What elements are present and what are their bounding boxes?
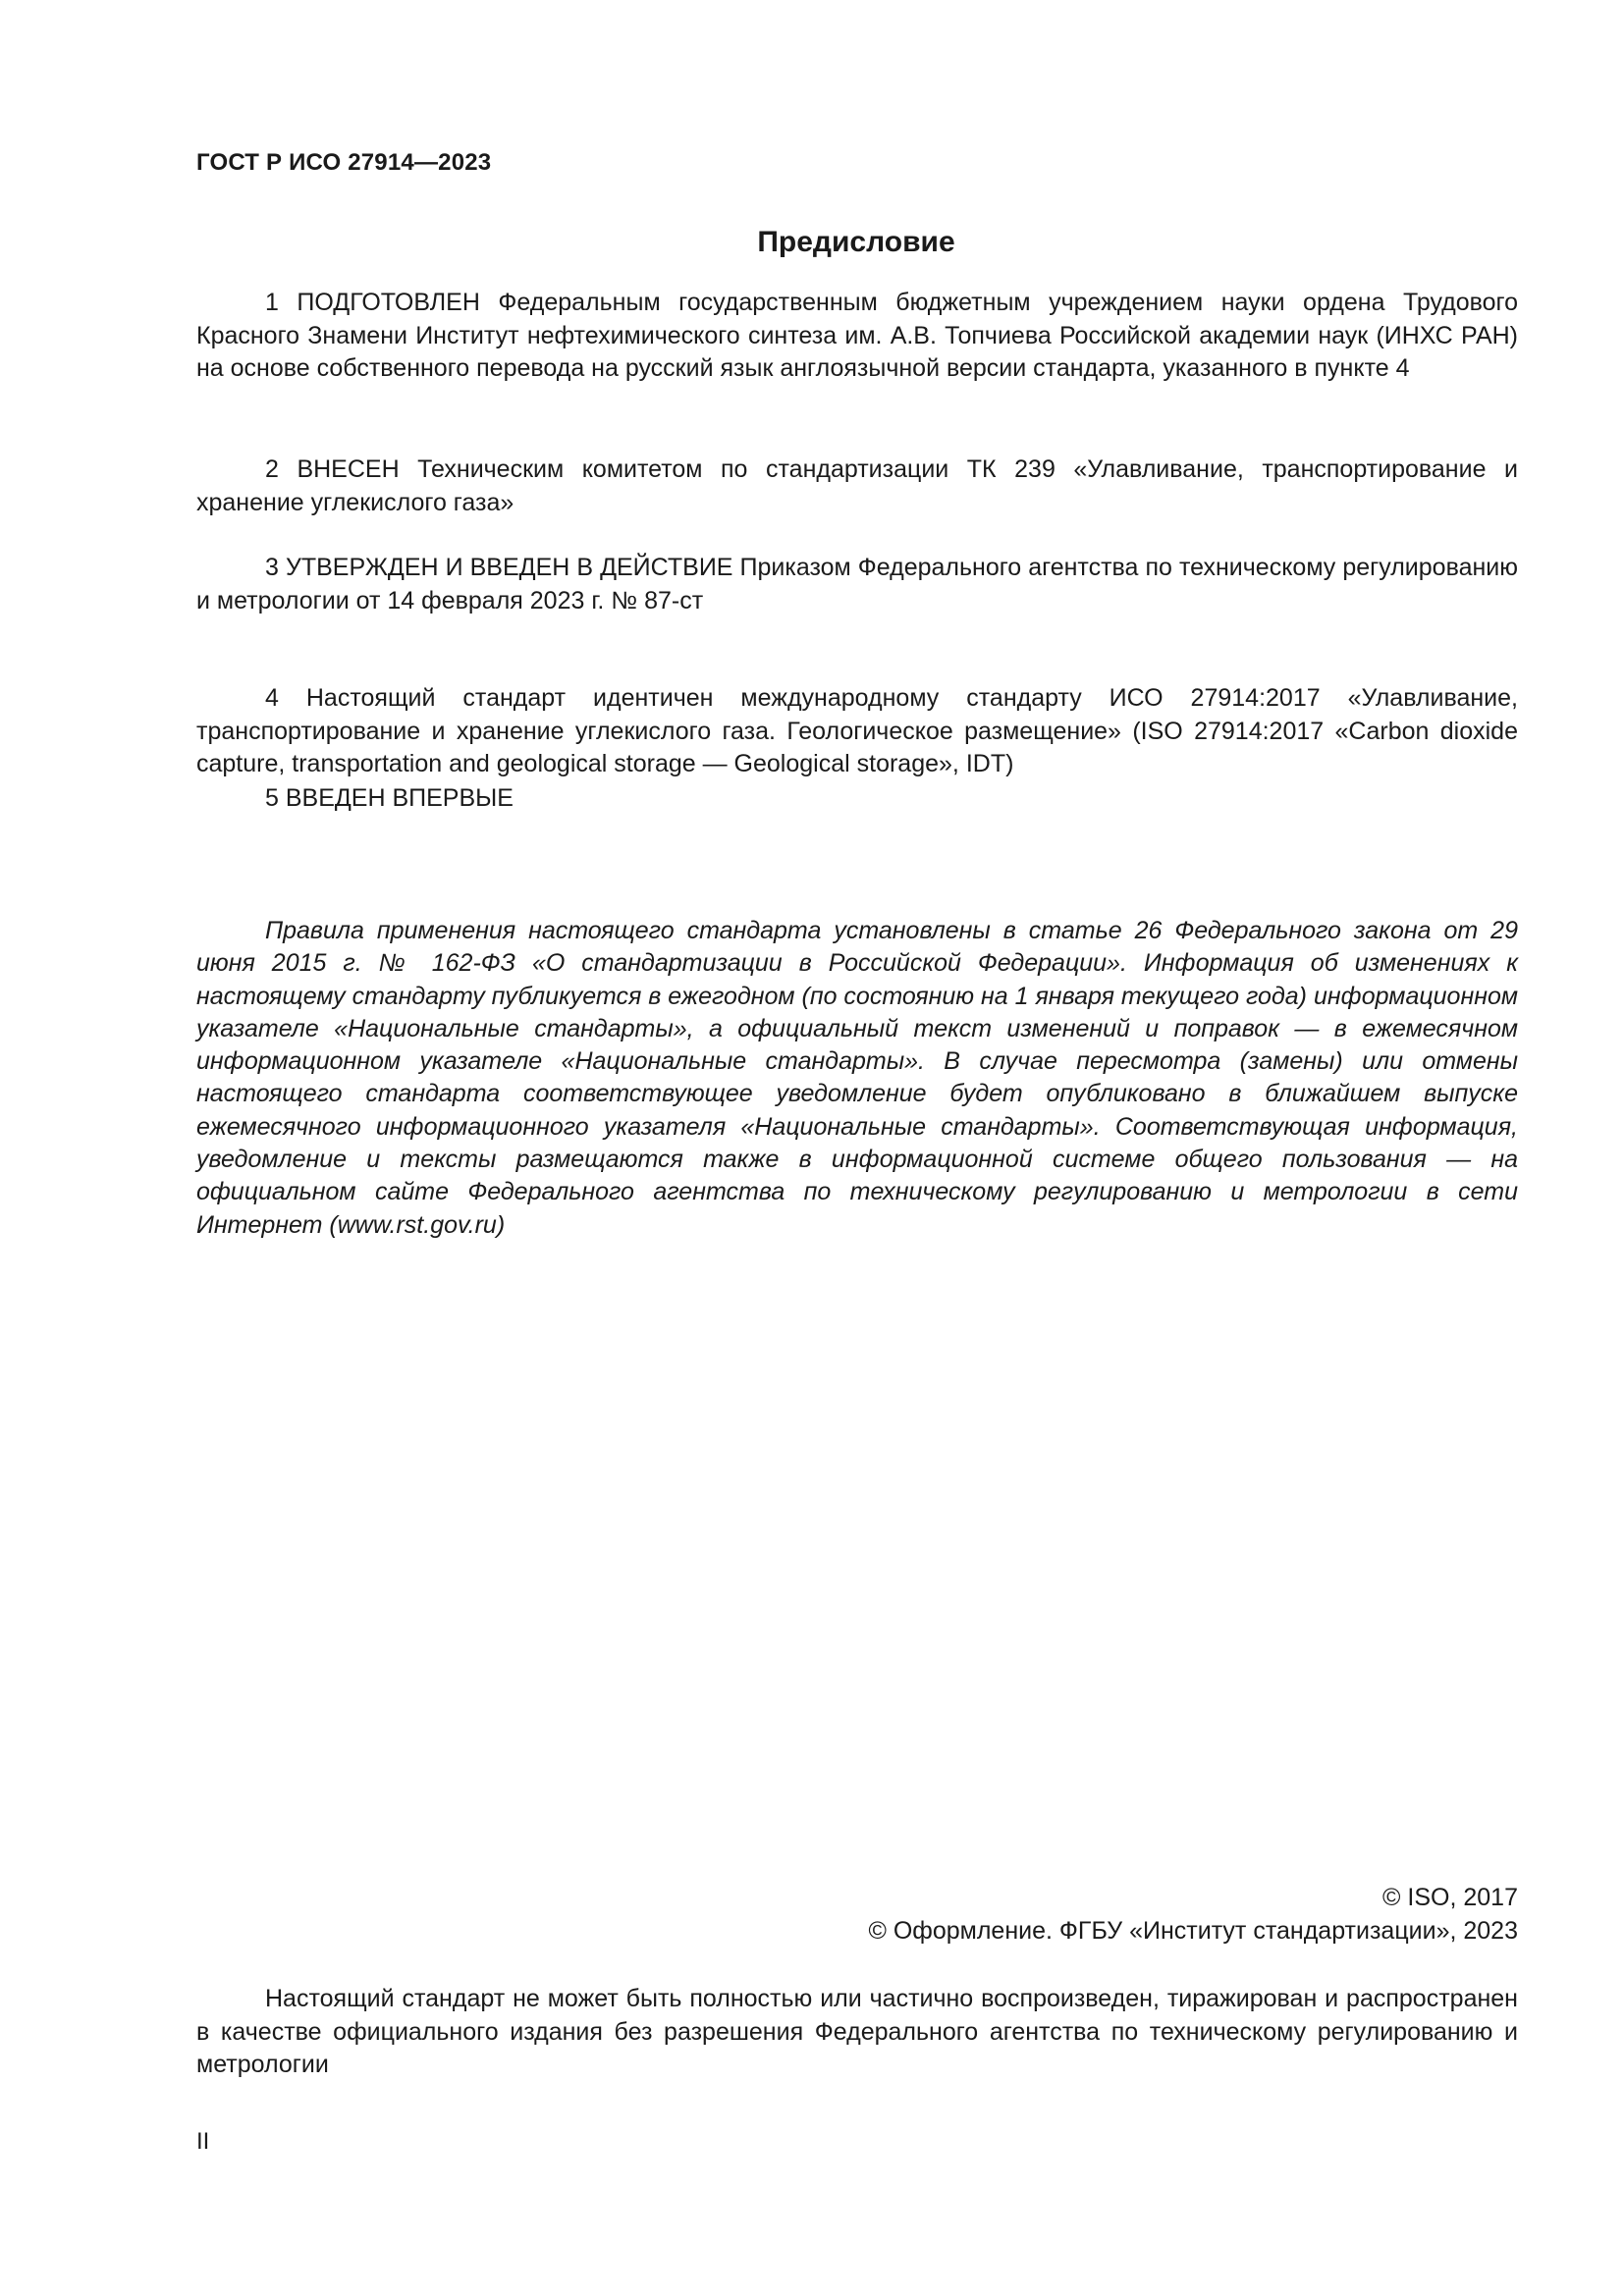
standard-code: ГОСТ Р ИСО 27914—2023: [196, 149, 492, 176]
foreword-item-1: 1 ПОДГОТОВЛЕН Федеральным государственным бюджетным учреждением науки ордена Трудового Красного Знамени Институт нефтехимического синтеза им. А.В. Топчиева Российской академии наук (ИНХС РАН) на основе собственного перевода на русский язык англоязычной версии стандарта, указанного в пункте 4: [196, 289, 1518, 382]
foreword-item-5: 5 ВВЕДЕН ВПЕРВЫЕ: [265, 784, 514, 812]
foreword-item-3: 3 УТВЕРЖДЕН И ВВЕДЕН В ДЕЙСТВИЕ Приказом Федерального агентства по техническому регулированию и метрологии от 14 февраля 2023 г. № 87-ст: [196, 554, 1518, 614]
foreword-item-4: 4 Настоящий стандарт идентичен международному стандарту ИСО 27914:2017 «Улавливание, транспортирование и хранение углекислого газа. Геологическое размещение» (ISO 27914:2017 «Carbon dioxide capture, transportation and geological storage — Geological storage», IDT): [196, 684, 1518, 777]
reproduction-notice: Настоящий стандарт не может быть полностью или частично воспроизведен, тиражирован и распространен в качестве официального издания без разрешения Федерального агентства по техническому регулированию и метрологии: [196, 1985, 1518, 2078]
copyright-design: © Оформление. ФГБУ «Институт стандартизации», 2023: [868, 1917, 1518, 1945]
copyright-iso: © ISO, 2017: [1382, 1884, 1518, 1911]
page-title: Предисловие: [757, 226, 955, 258]
application-rules-notice: Правила применения настоящего стандарта установлены в статье 26 Федерального закона от 29 июня 2015 г. № 162-ФЗ «О стандартизации в Российской Федерации». Информация об изменениях к настоящему стандарту публикуется в ежегодном (по состоянию на 1 января текущего года) информационном указателе «Национальные стандарты», а официальный текст изменений и поправок — в ежемесячном информационном указателе «Национальные стандарты». В случае пересмотра (замены) или отмены настоящего стандарта соответствующее уведомление будет опубликовано в ближайшем выпуске ежемесячного информационного указателя «Национальные стандарты». Соответствующая информация, уведомление и тексты размещаются также в информационной системе общего пользования — на официальном сайте Федерального агентства по техническому регулированию и метрологии в сети Интернет (www.rst.gov.ru): [196, 917, 1519, 1239]
foreword-item-2: 2 ВНЕСЕН Техническим комитетом по стандартизации ТК 239 «Улавливание, транспортирование и хранение углекислого газа»: [196, 455, 1518, 516]
page-number: II: [196, 2128, 210, 2155]
